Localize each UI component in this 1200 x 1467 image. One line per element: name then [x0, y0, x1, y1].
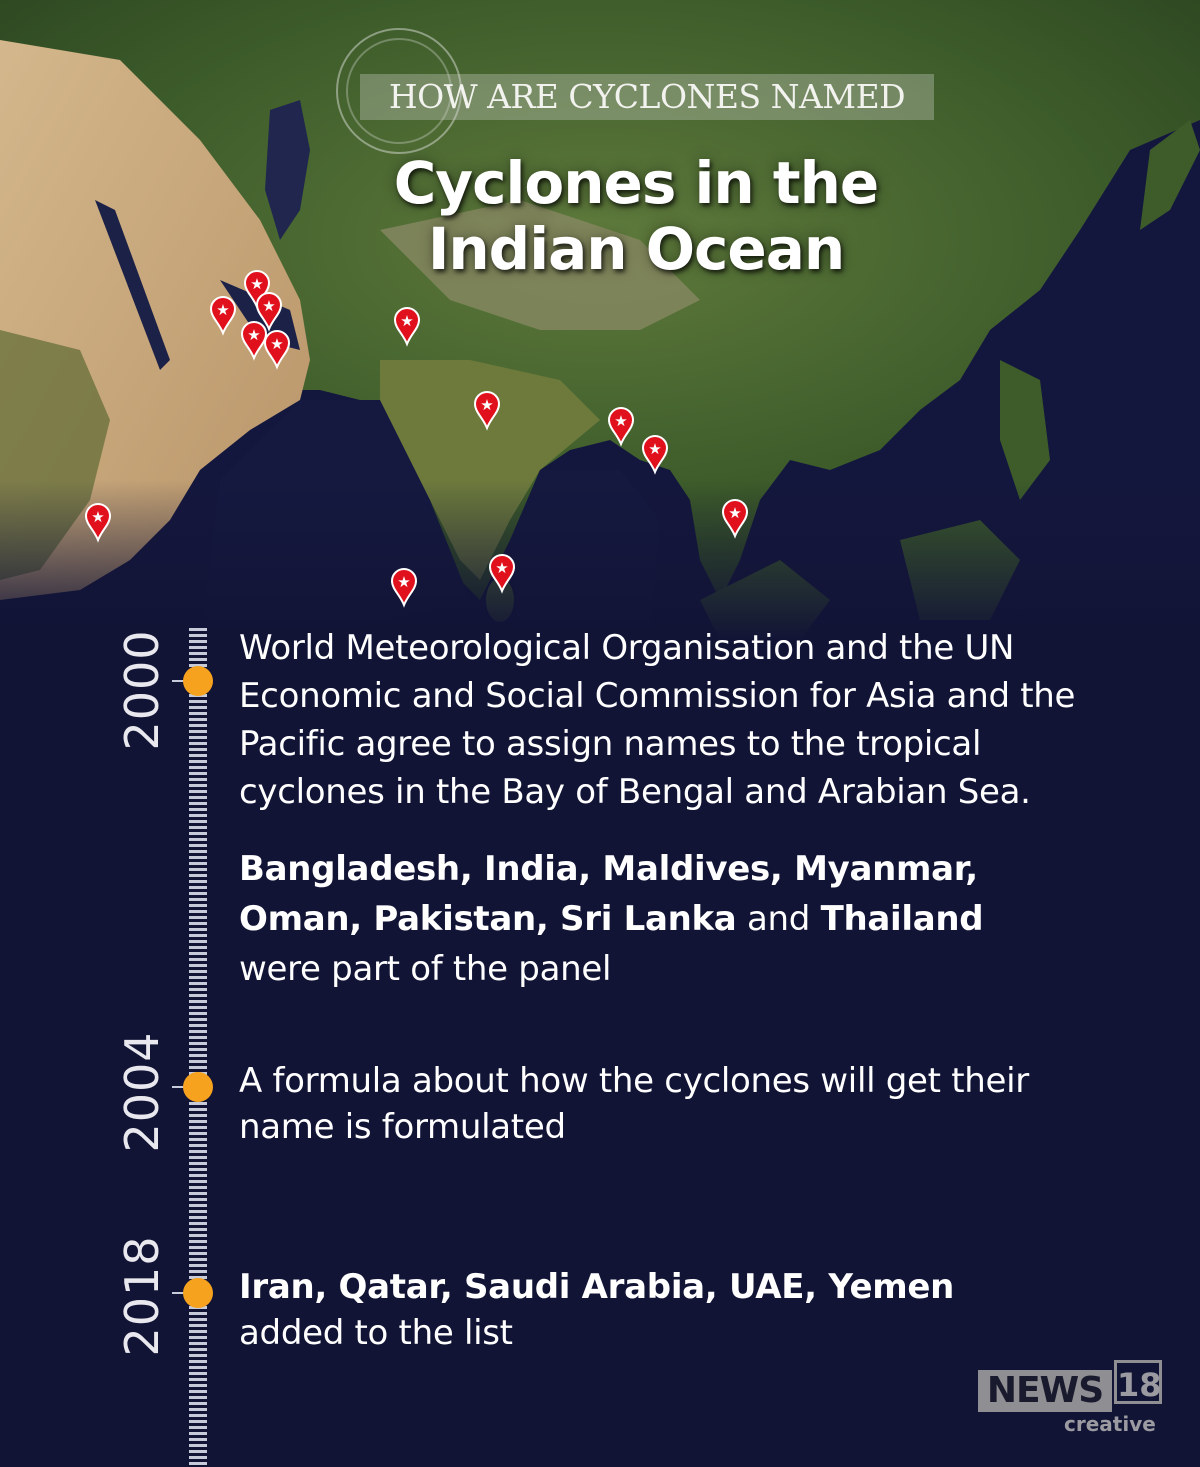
- panel-countries: Bangladesh, India, Maldives, Myanmar, Oman, Pakistan, Sri Lanka: [239, 849, 978, 939]
- star-icon: ★: [495, 559, 509, 577]
- news18-logo: [978, 1360, 1164, 1438]
- star-icon: ★: [397, 573, 411, 591]
- timeline-axis: [189, 628, 207, 1467]
- added-countries: Iran, Qatar, Saudi Arabia, UAE, Yemen: [239, 1267, 955, 1307]
- star-icon: ★: [250, 275, 264, 293]
- event-2000-panel: [239, 844, 1059, 994]
- timeline-dot-2004: [183, 1072, 213, 1102]
- star-icon: ★: [262, 297, 276, 315]
- star-icon: ★: [648, 440, 662, 458]
- logo-news: NEWS: [978, 1370, 1112, 1412]
- event-2004-description: A formula about how the cyclones will get their name is formulated: [239, 1061, 1029, 1147]
- logo-number: 18: [1114, 1360, 1162, 1404]
- star-icon: ★: [91, 508, 105, 526]
- star-icon: ★: [480, 396, 494, 414]
- panel-countries-last: Thailand: [820, 899, 984, 939]
- event-2000-description: World Meteorological Organisation and the UN Economic and Social Commission for Asia and the Pacific agree to assign names to the tropical cyclones in the Bay of Bengal and Arabian Sea.: [239, 628, 1076, 812]
- year-2000: 2000: [115, 629, 169, 751]
- star-icon: ★: [728, 504, 742, 522]
- star-icon: ★: [216, 301, 230, 319]
- panel-suffix: were part of the panel: [239, 949, 612, 989]
- logo-creative: creative: [1064, 1412, 1156, 1436]
- kicker-banner: HOW ARE CYCLONES NAMED: [360, 74, 934, 120]
- star-icon: ★: [270, 335, 284, 353]
- title-line-1: Cyclones in the: [393, 149, 879, 217]
- page-title: [330, 150, 942, 282]
- year-2004: 2004: [115, 1031, 169, 1153]
- star-icon: ★: [614, 412, 628, 430]
- star-icon: ★: [400, 312, 414, 330]
- event-2018-description: [239, 1264, 1039, 1356]
- added-suffix: added to the list: [239, 1313, 513, 1353]
- timeline-dot-2000: [183, 666, 213, 696]
- year-2018: 2018: [115, 1235, 169, 1357]
- title-line-2: Indian Ocean: [427, 215, 845, 283]
- panel-and: and: [736, 899, 821, 939]
- star-icon: ★: [247, 326, 261, 344]
- timeline-dot-2018: [183, 1278, 213, 1308]
